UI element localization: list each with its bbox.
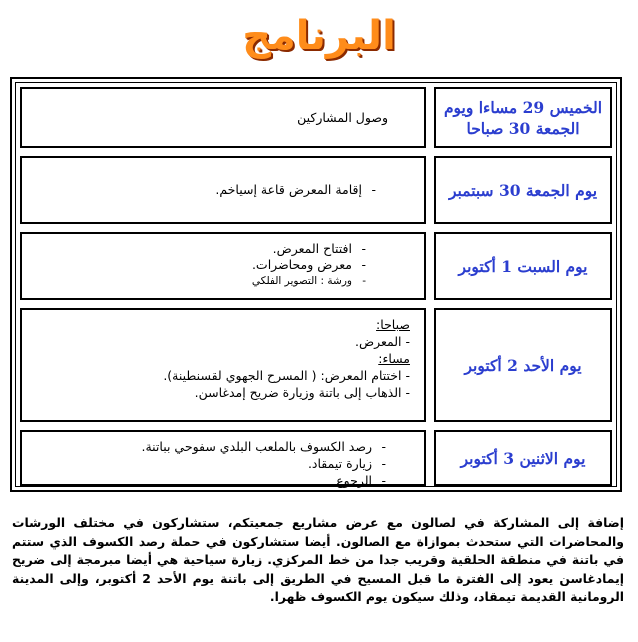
program-row [16, 304, 616, 426]
row-line: - زيارة تيمقاد. [30, 455, 386, 472]
row-day-label: يوم الاثنين 3 أكتوبر [434, 430, 612, 486]
program-table-inner [15, 82, 617, 487]
page-title: البرنامج [242, 13, 396, 59]
row-line: - ورشة : التصوير الفلكي [30, 273, 366, 289]
row-day-label: يوم السبت 1 أكتوبر [434, 232, 612, 300]
row-description [20, 430, 426, 486]
row-description [20, 232, 426, 300]
row-day-label: يوم الجمعة 30 سبتمبر [434, 156, 612, 224]
row-line: - معرض ومحاضرات. [30, 257, 366, 273]
row-line: - اختتام المعرض: ( المسرح الجهوي لقسنطينة). [163, 368, 410, 383]
description-paragraph: إضافة إلى المشاركة في لصالون مع عرض مشاريع جمعيتكم، ستشاركون في مختلف الورشات والمحاضرات التي ستحدث بموازاة مع الصالون. أيضا ستشاركون في حملة رصد الكسوف الذي ستتم في باتنة في منطقة الحلقية وقريب جدا من خط المركزي. زيارة سياحية هي أيضا مبرمجة إلى ضريح إيمادغاسن يعود إلى الفترة ما قبل المسيح في الطريق إلى باتنة يوم الأحد 2 أكتوبر، وإلى المدينة الرومانية القديمة تيمقاد، وذلك سيكون يوم الكسوف ظهرا. [12, 515, 625, 605]
row-line: صباحا: [376, 317, 410, 332]
program-table [10, 77, 622, 492]
row-line: - افتتاح المعرض. [30, 241, 366, 257]
row-description [20, 87, 426, 148]
row-description [20, 308, 426, 422]
row-day-label: الخميس 29 مساءا ويوم الجمعة 30 صباحا [434, 87, 612, 148]
program-row [16, 152, 616, 228]
row-line: - إقامة المعرض قاعة إسياخم. [215, 182, 376, 198]
row-line: - رصد الكسوف بالملعب البلدي سفوحي بباتنة. [30, 438, 386, 455]
row-line: - الرجوع [30, 472, 386, 489]
program-row [16, 426, 616, 490]
row-line: مساء: [378, 351, 410, 366]
row-line: - المعرض. [354, 334, 410, 349]
program-row [16, 83, 616, 152]
program-row [16, 228, 616, 304]
row-description [20, 156, 426, 224]
row-line: - الذهاب إلى باتنة وزيارة ضريح إمدغاسن. [194, 385, 410, 400]
row-day-label: يوم الأحد 2 أكتوبر [434, 308, 612, 422]
row-line: وصول المشاركين [297, 109, 388, 125]
